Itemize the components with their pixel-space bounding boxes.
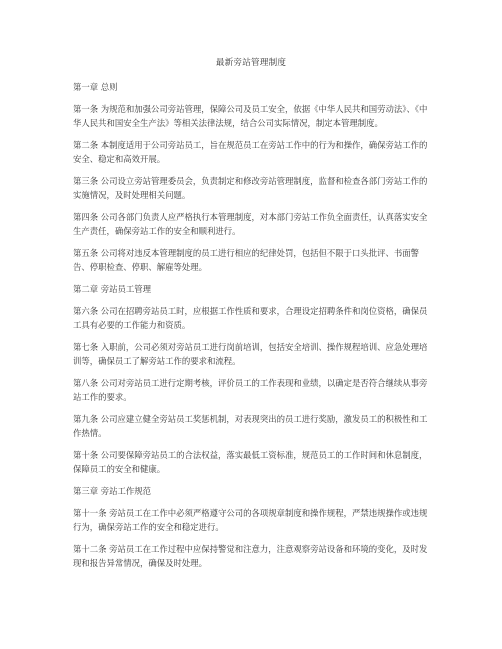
- article-paragraph: 第二条 本制度适用于公司旁站员工，旨在规范员工在旁站工作中的行为和操作，确保旁站工作的安全、稳定和高效开展。: [73, 140, 428, 164]
- chapter-heading: 第一章 总则: [73, 82, 118, 92]
- article-paragraph: 第七条 入职前，公司必须对旁站员工进行岗前培训，包括安全培训、操作规程培训、应急处理培训等，确保员工了解旁站工作的要求和流程。: [73, 342, 428, 366]
- article-paragraph: 第三条 公司设立旁站管理委员会，负责制定和修改旁站管理制度，监督和检查各部门旁站工作的实施情况，及时处理相关问题。: [73, 176, 428, 200]
- article-paragraph: 第八条 公司对旁站员工进行定期考核，评价员工的工作表现和业绩，以确定是否符合继续从事旁站工作的要求。: [73, 378, 428, 402]
- article-paragraph: 第一条 为规范和加强公司旁站管理，保障公司及员工安全，依据《中华人民共和国劳动法》、《中华人民共和国安全生产法》等相关法律法规，结合公司实际情况，制定本管理制度。: [73, 104, 428, 128]
- article-paragraph: 第六条 公司在招聘旁站员工时，应根据工作性质和要求，合理设定招聘条件和岗位资格，确保员工具有必要的工作能力和资质。: [73, 306, 428, 330]
- document-title: 最新旁站管理制度: [215, 58, 287, 68]
- chapter-heading: 第三章 旁站工作规范: [73, 486, 152, 496]
- article-paragraph: 第十一条 旁站员工在工作中必须严格遵守公司的各项规章制度和操作规程，严禁违规操作或违规行为，确保旁站工作的安全和稳定进行。: [73, 508, 428, 532]
- article-paragraph: 第四条 公司各部门负责人应严格执行本管理制度，对本部门旁站工作负全面责任，认真落实安全生产责任，确保旁站工作的安全和顺利进行。: [73, 212, 428, 236]
- article-paragraph: 第十二条 旁站员工在工作过程中应保持警觉和注意力，注意观察旁站设备和环境的变化，及时发现和报告异常情况，确保及时处理。: [73, 544, 428, 568]
- article-paragraph: 第九条 公司应建立健全旁站员工奖惩机制，对表现突出的员工进行奖励，激发员工的积极性和工作热情。: [73, 414, 428, 438]
- article-paragraph: 第十条 公司要保障旁站员工的合法权益，落实最低工资标准，规范员工的工作时间和休息制度，保障员工的安全和健康。: [73, 450, 428, 474]
- chapter-heading: 第二章 旁站员工管理: [73, 284, 152, 294]
- article-paragraph: 第五条 公司将对违反本管理制度的员工进行相应的纪律处罚，包括但不限于口头批评、书面警告、停职检查、停职、解雇等处理。: [73, 248, 420, 272]
- document-body: [73, 80, 429, 578]
